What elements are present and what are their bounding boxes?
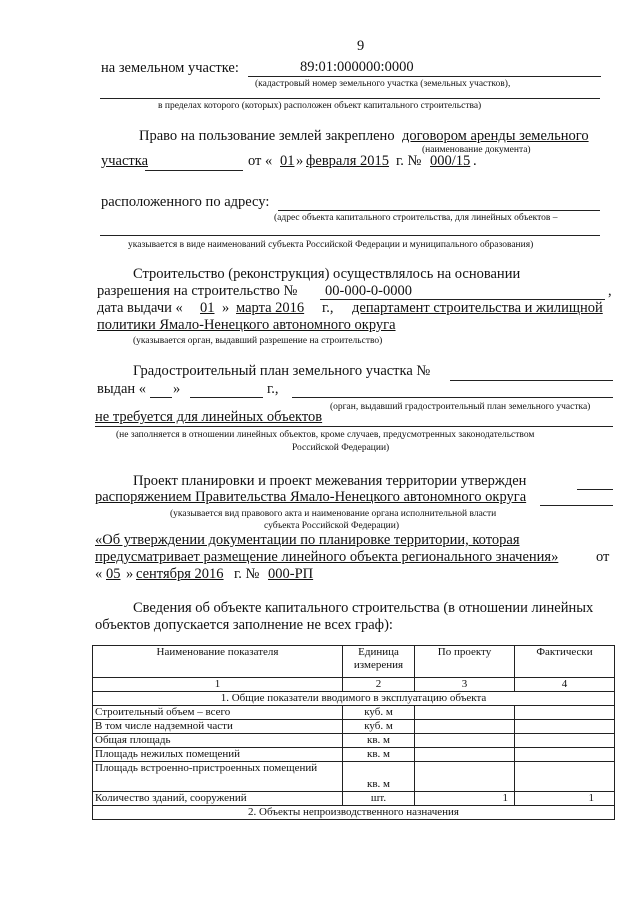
header-fact: Фактически	[515, 646, 615, 678]
construction-line3: дата выдачи «	[97, 300, 183, 316]
gradplan-line2-g: г.,	[267, 381, 279, 397]
table-row	[93, 762, 615, 792]
page-number: 9	[357, 38, 365, 54]
row-project	[415, 734, 515, 748]
gradplan-line1: Градостроительный план земельного участка №	[133, 363, 431, 379]
permit-date-mid: »	[222, 300, 230, 316]
permit-day: 01	[200, 300, 215, 316]
project-month-year: сентября 2016	[136, 566, 224, 582]
permit-number: 00-000-0-0000	[325, 283, 412, 299]
header-project: По проекту	[415, 646, 515, 678]
info-line2: объектов допускается заполнение не всех граф):	[95, 617, 393, 633]
row-unit: куб. м	[343, 720, 415, 734]
row-project: 1	[415, 792, 515, 806]
project-line1: Проект планировки и проект межевания территории утвержден	[133, 473, 527, 489]
section-1-title: 1. Общие показатели вводимого в эксплуатацию объекта	[93, 692, 615, 706]
gradplan-hint2: (не заполняется в отношении линейных объектов, кроме случаев, предусмотренных законодательством	[116, 430, 535, 440]
project-day: 05	[106, 566, 121, 582]
permit-dept: департамент строительства и жилищной	[352, 300, 603, 316]
permit-dept2: политики Ямало-Ненецкого автономного округа	[97, 317, 396, 333]
col-number: 2	[343, 678, 415, 692]
row-fact	[515, 706, 615, 720]
permit-month-year: марта 2016	[236, 300, 305, 316]
gradplan-line2-q: »	[173, 381, 181, 397]
project-hint2: субъекта Российской Федерации)	[264, 521, 400, 531]
permit-hint: (указывается орган, выдавший разрешение на строительство)	[133, 336, 383, 346]
table-row	[93, 748, 615, 762]
col-number: 3	[415, 678, 515, 692]
row-name: В том числе надземной части	[93, 720, 343, 734]
right-end: .	[473, 153, 477, 169]
row-name: Общая площадь	[93, 734, 343, 748]
doc-hint: (наименование документа)	[422, 145, 531, 155]
row-unit: шт.	[343, 792, 415, 806]
right-date-mid: »	[296, 153, 304, 169]
col-number: 1	[93, 678, 343, 692]
row-project	[415, 762, 515, 792]
object-info-table	[92, 645, 615, 820]
project-line3: «Об утверждении документации по планировке территории, которая	[95, 532, 520, 548]
project-line4: предусматривает размещение линейного объекта регионального значения»	[95, 549, 559, 565]
row-name: Площадь нежилых помещений	[93, 748, 343, 762]
row-fact	[515, 720, 615, 734]
row-unit: куб. м	[343, 706, 415, 720]
construction-line2-end: ,	[608, 283, 612, 299]
land-label: на земельном участке:	[101, 60, 239, 76]
right-month-year: февраля 2015	[306, 153, 390, 169]
cadastral-number: 89:01:000000:0000	[300, 59, 414, 75]
row-name: Строительный объем – всего	[93, 706, 343, 720]
gradplan-not-required: не требуется для линейных объектов	[95, 409, 323, 425]
right-doc2: участка	[101, 153, 149, 169]
row-fact: 1	[515, 792, 615, 806]
gradplan-hint1: (орган, выдавший градостроительный план земельного участка)	[330, 402, 591, 412]
construction-line1: Строительство (реконструкция) осуществлялось на основании	[133, 266, 521, 282]
land-hint2: в пределах которого (которых) расположен объект капитального строительства)	[158, 101, 482, 111]
row-project	[415, 706, 515, 720]
project-date-pre: «	[95, 566, 103, 582]
row-project	[415, 720, 515, 734]
table-row	[93, 792, 615, 806]
right-date-pre: от «	[248, 153, 273, 169]
row-name: Площадь встроенно-пристроенных помещений	[93, 762, 343, 792]
project-hint1: (указывается вид правового акта и наименование органа исполнительной власти	[170, 509, 497, 519]
header-unit: Единица измерения	[343, 646, 415, 678]
project-g-no: г. №	[234, 566, 260, 582]
right-text: Право на пользование землей закреплено	[139, 128, 395, 144]
address-label: расположенного по адресу:	[101, 194, 270, 210]
project-line2: распоряжением Правительства Ямало-Ненецкого автономного округа	[95, 489, 527, 505]
address-hint2: указывается в виде наименований субъекта Российской Федерации и муниципального образования)	[128, 240, 534, 250]
project-line4-end: от	[596, 549, 610, 565]
row-unit: кв. м	[343, 748, 415, 762]
table-row	[93, 734, 615, 748]
right-day: 01	[280, 153, 295, 169]
row-unit: кв. м	[343, 734, 415, 748]
info-line1: Сведения об объекте капитального строительства (в отношении линейных	[133, 600, 594, 616]
row-fact	[515, 748, 615, 762]
right-year-suffix: г. №	[396, 153, 422, 169]
gradplan-line2: выдан «	[97, 381, 147, 397]
row-name: Количество зданий, сооружений	[93, 792, 343, 806]
section-2-title: 2. Объекты непроизводственного назначения	[93, 806, 615, 820]
row-project	[415, 748, 515, 762]
header-name: Наименование показателя	[93, 646, 343, 678]
right-doc1: договором аренды земельного	[402, 128, 589, 144]
project-date-mid: »	[126, 566, 134, 582]
table-row	[93, 720, 615, 734]
row-fact	[515, 734, 615, 748]
address-hint1: (адрес объекта капитального строительства, для линейных объектов –	[274, 213, 558, 223]
table-row	[93, 706, 615, 720]
project-number: 000-РП	[268, 566, 314, 582]
cadastral-hint: (кадастровый номер земельного участка (земельных участков),	[255, 79, 511, 89]
row-unit: кв. м	[343, 762, 415, 792]
col-number: 4	[515, 678, 615, 692]
permit-g: г.,	[322, 300, 334, 316]
construction-line2: разрешения на строительство №	[97, 283, 298, 299]
row-fact	[515, 762, 615, 792]
right-number: 000/15	[430, 153, 471, 169]
gradplan-hint3: Российской Федерации)	[292, 443, 390, 453]
